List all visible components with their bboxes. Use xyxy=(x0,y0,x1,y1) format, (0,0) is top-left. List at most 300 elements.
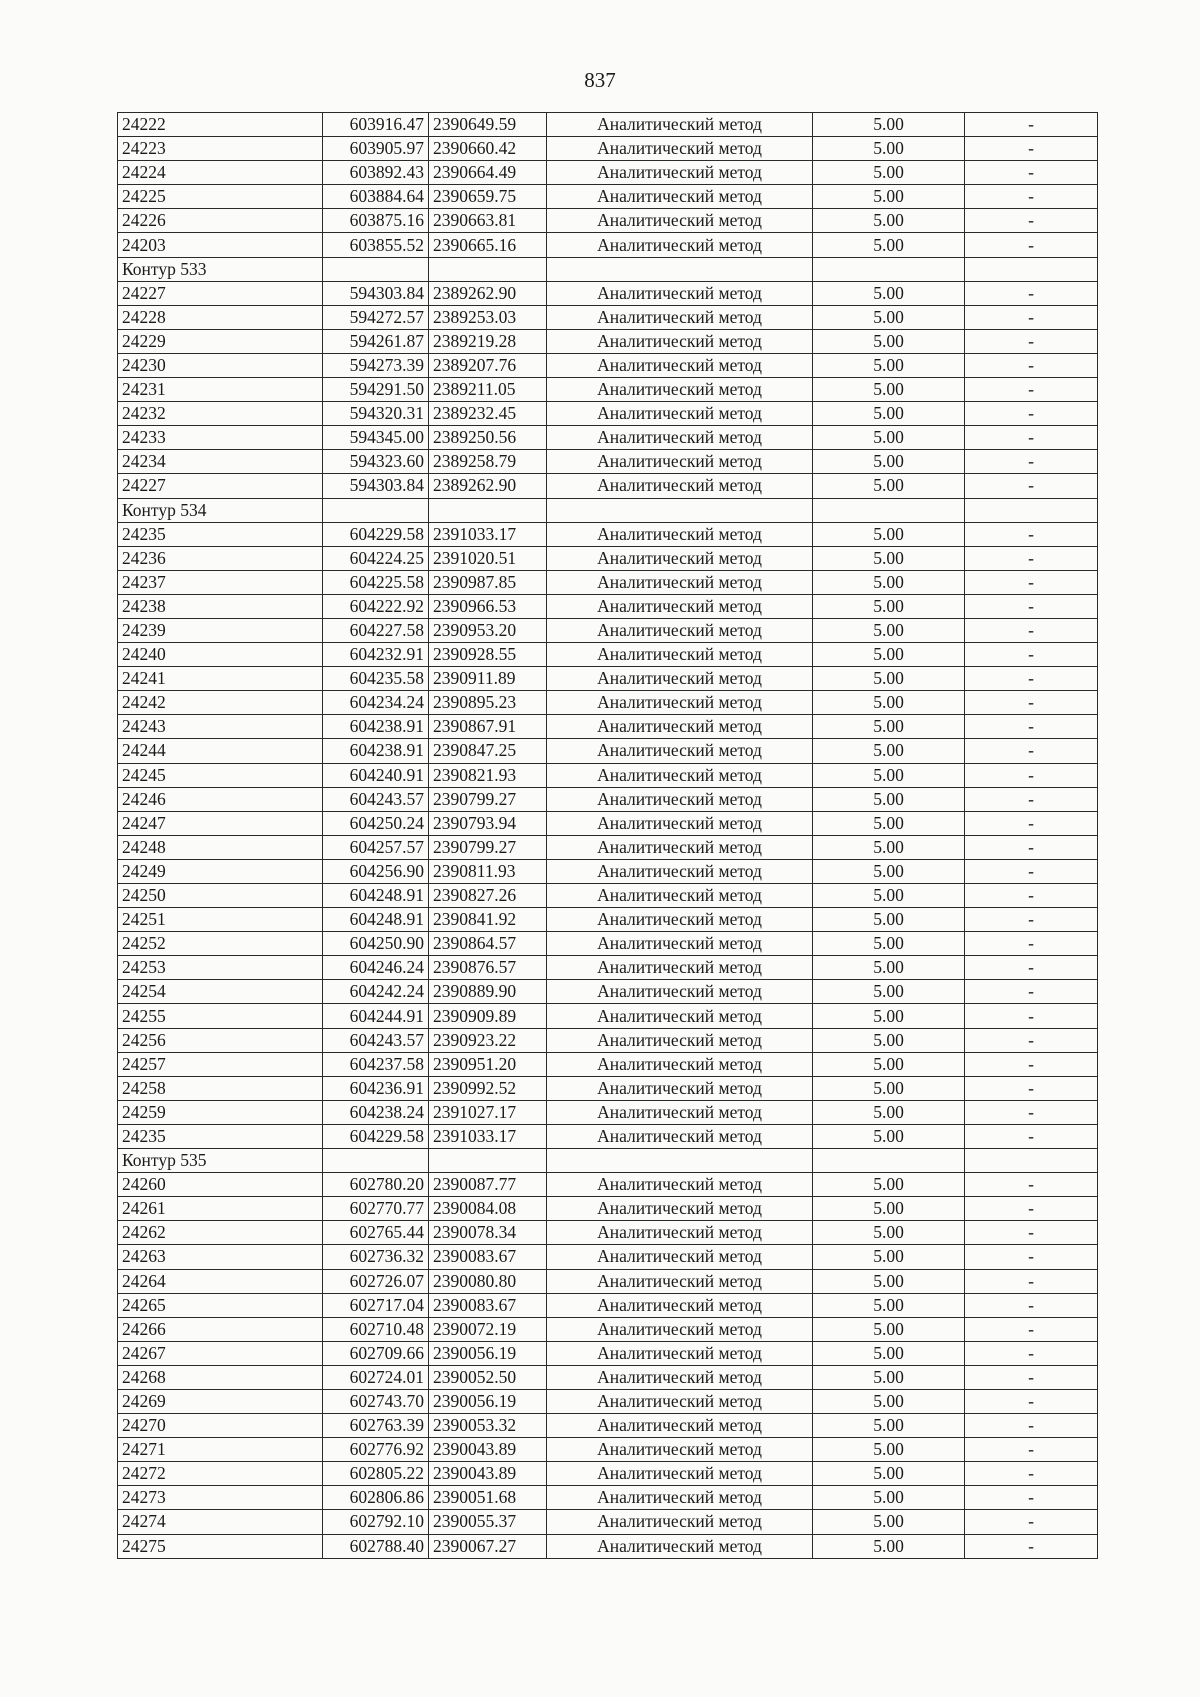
table-row xyxy=(118,932,1098,956)
precision-cell: 5.00 xyxy=(813,956,965,980)
method-cell: Аналитический метод xyxy=(547,1197,813,1221)
note-cell: - xyxy=(965,691,1098,715)
method-cell: Аналитический метод xyxy=(547,932,813,956)
precision-cell: 5.00 xyxy=(813,1486,965,1510)
y-coordinate-cell: 2390664.49 xyxy=(429,161,547,185)
x-coordinate-cell: 594303.84 xyxy=(323,281,429,305)
point-id-cell: 24236 xyxy=(118,546,323,570)
method-cell: Аналитический метод xyxy=(547,1004,813,1028)
method-cell: Аналитический метод xyxy=(547,113,813,137)
contour-header-row xyxy=(118,257,1098,281)
precision-cell: 5.00 xyxy=(813,1317,965,1341)
table-row xyxy=(118,1486,1098,1510)
method-cell: Аналитический метод xyxy=(547,1124,813,1148)
table-row xyxy=(118,1293,1098,1317)
method-cell: Аналитический метод xyxy=(547,956,813,980)
table-row xyxy=(118,594,1098,618)
precision-cell: 5.00 xyxy=(813,137,965,161)
method-cell: Аналитический метод xyxy=(547,715,813,739)
precision-cell: 5.00 xyxy=(813,618,965,642)
table-row xyxy=(118,113,1098,137)
note-cell: - xyxy=(965,281,1098,305)
table-row xyxy=(118,426,1098,450)
x-coordinate-cell: 602805.22 xyxy=(323,1462,429,1486)
y-coordinate-cell: 2390660.42 xyxy=(429,137,547,161)
table-row xyxy=(118,1124,1098,1148)
note-cell: - xyxy=(965,426,1098,450)
contour-label: Контур 534 xyxy=(118,498,323,522)
precision-cell: 5.00 xyxy=(813,1438,965,1462)
y-coordinate-cell: 2390827.26 xyxy=(429,884,547,908)
y-coordinate-cell: 2389262.90 xyxy=(429,474,547,498)
precision-cell: 5.00 xyxy=(813,859,965,883)
table-row xyxy=(118,546,1098,570)
note-cell: - xyxy=(965,1389,1098,1413)
note-cell: - xyxy=(965,787,1098,811)
method-cell: Аналитический метод xyxy=(547,1389,813,1413)
y-coordinate-cell: 2390043.89 xyxy=(429,1462,547,1486)
note-cell: - xyxy=(965,884,1098,908)
point-id-cell: 24228 xyxy=(118,305,323,329)
method-cell: Аналитический метод xyxy=(547,908,813,932)
point-id-cell: 24224 xyxy=(118,161,323,185)
x-coordinate-cell: 604250.90 xyxy=(323,932,429,956)
x-coordinate-cell: 603892.43 xyxy=(323,161,429,185)
point-id-cell: 24246 xyxy=(118,787,323,811)
y-coordinate-cell: 2390087.77 xyxy=(429,1173,547,1197)
table-row xyxy=(118,1438,1098,1462)
x-coordinate-cell: 602776.92 xyxy=(323,1438,429,1462)
empty-cell xyxy=(965,1149,1098,1173)
x-coordinate-cell: 604232.91 xyxy=(323,643,429,667)
method-cell: Аналитический метод xyxy=(547,1486,813,1510)
point-id-cell: 24273 xyxy=(118,1486,323,1510)
precision-cell: 5.00 xyxy=(813,209,965,233)
point-id-cell: 24252 xyxy=(118,932,323,956)
point-id-cell: 24272 xyxy=(118,1462,323,1486)
x-coordinate-cell: 604235.58 xyxy=(323,667,429,691)
method-cell: Аналитический метод xyxy=(547,353,813,377)
note-cell: - xyxy=(965,980,1098,1004)
point-id-cell: 24241 xyxy=(118,667,323,691)
point-id-cell: 24203 xyxy=(118,233,323,257)
point-id-cell: 24227 xyxy=(118,474,323,498)
method-cell: Аналитический метод xyxy=(547,137,813,161)
method-cell: Аналитический метод xyxy=(547,835,813,859)
point-id-cell: 24229 xyxy=(118,329,323,353)
method-cell: Аналитический метод xyxy=(547,1510,813,1534)
table-row xyxy=(118,1269,1098,1293)
table-row xyxy=(118,956,1098,980)
table-row xyxy=(118,1173,1098,1197)
precision-cell: 5.00 xyxy=(813,546,965,570)
note-cell: - xyxy=(965,161,1098,185)
x-coordinate-cell: 594291.50 xyxy=(323,378,429,402)
point-id-cell: 24267 xyxy=(118,1341,323,1365)
point-id-cell: 24244 xyxy=(118,739,323,763)
table-row xyxy=(118,787,1098,811)
note-cell: - xyxy=(965,739,1098,763)
x-coordinate-cell: 604257.57 xyxy=(323,835,429,859)
table-row xyxy=(118,643,1098,667)
method-cell: Аналитический метод xyxy=(547,811,813,835)
table-row xyxy=(118,1052,1098,1076)
x-coordinate-cell: 594273.39 xyxy=(323,353,429,377)
point-id-cell: 24227 xyxy=(118,281,323,305)
note-cell: - xyxy=(965,546,1098,570)
precision-cell: 5.00 xyxy=(813,113,965,137)
note-cell: - xyxy=(965,956,1098,980)
empty-cell xyxy=(429,1149,547,1173)
point-id-cell: 24260 xyxy=(118,1173,323,1197)
x-coordinate-cell: 604248.91 xyxy=(323,884,429,908)
x-coordinate-cell: 603905.97 xyxy=(323,137,429,161)
precision-cell: 5.00 xyxy=(813,715,965,739)
precision-cell: 5.00 xyxy=(813,884,965,908)
note-cell: - xyxy=(965,1052,1098,1076)
x-coordinate-cell: 604248.91 xyxy=(323,908,429,932)
table-row xyxy=(118,1462,1098,1486)
note-cell: - xyxy=(965,113,1098,137)
precision-cell: 5.00 xyxy=(813,1221,965,1245)
point-id-cell: 24232 xyxy=(118,402,323,426)
x-coordinate-cell: 604234.24 xyxy=(323,691,429,715)
point-id-cell: 24237 xyxy=(118,570,323,594)
precision-cell: 5.00 xyxy=(813,1004,965,1028)
y-coordinate-cell: 2390665.16 xyxy=(429,233,547,257)
point-id-cell: 24235 xyxy=(118,1124,323,1148)
precision-cell: 5.00 xyxy=(813,185,965,209)
point-id-cell: 24271 xyxy=(118,1438,323,1462)
y-coordinate-cell: 2390649.59 xyxy=(429,113,547,137)
y-coordinate-cell: 2390083.67 xyxy=(429,1293,547,1317)
note-cell: - xyxy=(965,1245,1098,1269)
point-id-cell: 24240 xyxy=(118,643,323,667)
empty-cell xyxy=(323,1149,429,1173)
y-coordinate-cell: 2390663.81 xyxy=(429,209,547,233)
precision-cell: 5.00 xyxy=(813,1365,965,1389)
x-coordinate-cell: 602792.10 xyxy=(323,1510,429,1534)
point-id-cell: 24269 xyxy=(118,1389,323,1413)
note-cell: - xyxy=(965,402,1098,426)
table-row xyxy=(118,618,1098,642)
table-row xyxy=(118,185,1098,209)
method-cell: Аналитический метод xyxy=(547,1100,813,1124)
x-coordinate-cell: 604225.58 xyxy=(323,570,429,594)
point-id-cell: 24251 xyxy=(118,908,323,932)
note-cell: - xyxy=(965,811,1098,835)
note-cell: - xyxy=(965,305,1098,329)
x-coordinate-cell: 602709.66 xyxy=(323,1341,429,1365)
contour-header-row xyxy=(118,1149,1098,1173)
y-coordinate-cell: 2391020.51 xyxy=(429,546,547,570)
point-id-cell: 24261 xyxy=(118,1197,323,1221)
table-row xyxy=(118,1534,1098,1558)
method-cell: Аналитический метод xyxy=(547,763,813,787)
empty-cell xyxy=(323,257,429,281)
method-cell: Аналитический метод xyxy=(547,691,813,715)
note-cell: - xyxy=(965,1269,1098,1293)
note-cell: - xyxy=(965,1173,1098,1197)
coordinates-table-body xyxy=(118,113,1098,1559)
point-id-cell: 24250 xyxy=(118,884,323,908)
coordinates-table xyxy=(117,112,1098,1559)
y-coordinate-cell: 2390067.27 xyxy=(429,1534,547,1558)
x-coordinate-cell: 602765.44 xyxy=(323,1221,429,1245)
x-coordinate-cell: 602770.77 xyxy=(323,1197,429,1221)
x-coordinate-cell: 602726.07 xyxy=(323,1269,429,1293)
point-id-cell: 24254 xyxy=(118,980,323,1004)
x-coordinate-cell: 604236.91 xyxy=(323,1076,429,1100)
point-id-cell: 24247 xyxy=(118,811,323,835)
method-cell: Аналитический метод xyxy=(547,667,813,691)
point-id-cell: 24245 xyxy=(118,763,323,787)
x-coordinate-cell: 594261.87 xyxy=(323,329,429,353)
table-row xyxy=(118,884,1098,908)
note-cell: - xyxy=(965,137,1098,161)
y-coordinate-cell: 2390987.85 xyxy=(429,570,547,594)
precision-cell: 5.00 xyxy=(813,691,965,715)
precision-cell: 5.00 xyxy=(813,474,965,498)
precision-cell: 5.00 xyxy=(813,908,965,932)
method-cell: Аналитический метод xyxy=(547,1173,813,1197)
method-cell: Аналитический метод xyxy=(547,450,813,474)
y-coordinate-cell: 2390043.89 xyxy=(429,1438,547,1462)
precision-cell: 5.00 xyxy=(813,1510,965,1534)
method-cell: Аналитический метод xyxy=(547,281,813,305)
x-coordinate-cell: 604238.24 xyxy=(323,1100,429,1124)
x-coordinate-cell: 594323.60 xyxy=(323,450,429,474)
note-cell: - xyxy=(965,1510,1098,1534)
method-cell: Аналитический метод xyxy=(547,1293,813,1317)
x-coordinate-cell: 604224.25 xyxy=(323,546,429,570)
note-cell: - xyxy=(965,570,1098,594)
y-coordinate-cell: 2389232.45 xyxy=(429,402,547,426)
method-cell: Аналитический метод xyxy=(547,739,813,763)
y-coordinate-cell: 2390992.52 xyxy=(429,1076,547,1100)
table-row xyxy=(118,137,1098,161)
precision-cell: 5.00 xyxy=(813,643,965,667)
table-row xyxy=(118,450,1098,474)
table-row xyxy=(118,1317,1098,1341)
precision-cell: 5.00 xyxy=(813,161,965,185)
empty-cell xyxy=(965,257,1098,281)
y-coordinate-cell: 2390951.20 xyxy=(429,1052,547,1076)
precision-cell: 5.00 xyxy=(813,1269,965,1293)
precision-cell: 5.00 xyxy=(813,1341,965,1365)
method-cell: Аналитический метод xyxy=(547,426,813,450)
empty-cell xyxy=(547,257,813,281)
method-cell: Аналитический метод xyxy=(547,1052,813,1076)
precision-cell: 5.00 xyxy=(813,1124,965,1148)
point-id-cell: 24238 xyxy=(118,594,323,618)
table-row xyxy=(118,233,1098,257)
precision-cell: 5.00 xyxy=(813,329,965,353)
point-id-cell: 24257 xyxy=(118,1052,323,1076)
precision-cell: 5.00 xyxy=(813,522,965,546)
note-cell: - xyxy=(965,450,1098,474)
table-row xyxy=(118,1004,1098,1028)
method-cell: Аналитический метод xyxy=(547,1365,813,1389)
y-coordinate-cell: 2390923.22 xyxy=(429,1028,547,1052)
y-coordinate-cell: 2390055.37 xyxy=(429,1510,547,1534)
y-coordinate-cell: 2389211.05 xyxy=(429,378,547,402)
precision-cell: 5.00 xyxy=(813,353,965,377)
table-row xyxy=(118,980,1098,1004)
y-coordinate-cell: 2389250.56 xyxy=(429,426,547,450)
y-coordinate-cell: 2390889.90 xyxy=(429,980,547,1004)
method-cell: Аналитический метод xyxy=(547,1269,813,1293)
point-id-cell: 24259 xyxy=(118,1100,323,1124)
table-row xyxy=(118,402,1098,426)
y-coordinate-cell: 2390072.19 xyxy=(429,1317,547,1341)
note-cell: - xyxy=(965,859,1098,883)
y-coordinate-cell: 2390083.67 xyxy=(429,1245,547,1269)
table-row xyxy=(118,305,1098,329)
precision-cell: 5.00 xyxy=(813,1197,965,1221)
precision-cell: 5.00 xyxy=(813,305,965,329)
point-id-cell: 24274 xyxy=(118,1510,323,1534)
y-coordinate-cell: 2390841.92 xyxy=(429,908,547,932)
precision-cell: 5.00 xyxy=(813,763,965,787)
point-id-cell: 24256 xyxy=(118,1028,323,1052)
method-cell: Аналитический метод xyxy=(547,522,813,546)
note-cell: - xyxy=(965,329,1098,353)
y-coordinate-cell: 2391033.17 xyxy=(429,522,547,546)
x-coordinate-cell: 602763.39 xyxy=(323,1414,429,1438)
y-coordinate-cell: 2389219.28 xyxy=(429,329,547,353)
x-coordinate-cell: 602788.40 xyxy=(323,1534,429,1558)
x-coordinate-cell: 604244.91 xyxy=(323,1004,429,1028)
point-id-cell: 24230 xyxy=(118,353,323,377)
x-coordinate-cell: 602806.86 xyxy=(323,1486,429,1510)
precision-cell: 5.00 xyxy=(813,1028,965,1052)
point-id-cell: 24234 xyxy=(118,450,323,474)
point-id-cell: 24225 xyxy=(118,185,323,209)
precision-cell: 5.00 xyxy=(813,980,965,1004)
precision-cell: 5.00 xyxy=(813,1245,965,1269)
method-cell: Аналитический метод xyxy=(547,161,813,185)
x-coordinate-cell: 594272.57 xyxy=(323,305,429,329)
note-cell: - xyxy=(965,209,1098,233)
method-cell: Аналитический метод xyxy=(547,1317,813,1341)
y-coordinate-cell: 2390909.89 xyxy=(429,1004,547,1028)
x-coordinate-cell: 604237.58 xyxy=(323,1052,429,1076)
table-row xyxy=(118,161,1098,185)
note-cell: - xyxy=(965,474,1098,498)
y-coordinate-cell: 2390821.93 xyxy=(429,763,547,787)
y-coordinate-cell: 2390911.89 xyxy=(429,667,547,691)
method-cell: Аналитический метод xyxy=(547,859,813,883)
method-cell: Аналитический метод xyxy=(547,233,813,257)
table-row xyxy=(118,1365,1098,1389)
x-coordinate-cell: 603875.16 xyxy=(323,209,429,233)
table-row xyxy=(118,1414,1098,1438)
point-id-cell: 24242 xyxy=(118,691,323,715)
precision-cell: 5.00 xyxy=(813,570,965,594)
precision-cell: 5.00 xyxy=(813,450,965,474)
table-row xyxy=(118,1197,1098,1221)
table-row xyxy=(118,739,1098,763)
method-cell: Аналитический метод xyxy=(547,1221,813,1245)
precision-cell: 5.00 xyxy=(813,1389,965,1413)
table-row xyxy=(118,353,1098,377)
precision-cell: 5.00 xyxy=(813,1173,965,1197)
note-cell: - xyxy=(965,1317,1098,1341)
y-coordinate-cell: 2389253.03 xyxy=(429,305,547,329)
point-id-cell: 24265 xyxy=(118,1293,323,1317)
method-cell: Аналитический метод xyxy=(547,884,813,908)
y-coordinate-cell: 2390799.27 xyxy=(429,787,547,811)
contour-label: Контур 533 xyxy=(118,257,323,281)
y-coordinate-cell: 2390056.19 xyxy=(429,1341,547,1365)
precision-cell: 5.00 xyxy=(813,835,965,859)
x-coordinate-cell: 603855.52 xyxy=(323,233,429,257)
method-cell: Аналитический метод xyxy=(547,209,813,233)
table-row xyxy=(118,835,1098,859)
note-cell: - xyxy=(965,1028,1098,1052)
empty-cell xyxy=(965,498,1098,522)
precision-cell: 5.00 xyxy=(813,1100,965,1124)
point-id-cell: 24222 xyxy=(118,113,323,137)
x-coordinate-cell: 594320.31 xyxy=(323,402,429,426)
table-row xyxy=(118,1341,1098,1365)
method-cell: Аналитический метод xyxy=(547,618,813,642)
x-coordinate-cell: 604238.91 xyxy=(323,739,429,763)
precision-cell: 5.00 xyxy=(813,932,965,956)
point-id-cell: 24226 xyxy=(118,209,323,233)
x-coordinate-cell: 604243.57 xyxy=(323,787,429,811)
point-id-cell: 24249 xyxy=(118,859,323,883)
method-cell: Аналитический метод xyxy=(547,402,813,426)
note-cell: - xyxy=(965,667,1098,691)
table-row xyxy=(118,1510,1098,1534)
empty-cell xyxy=(813,1149,965,1173)
point-id-cell: 24263 xyxy=(118,1245,323,1269)
x-coordinate-cell: 604250.24 xyxy=(323,811,429,835)
x-coordinate-cell: 604227.58 xyxy=(323,618,429,642)
y-coordinate-cell: 2389262.90 xyxy=(429,281,547,305)
empty-cell xyxy=(547,1149,813,1173)
note-cell: - xyxy=(965,1341,1098,1365)
point-id-cell: 24275 xyxy=(118,1534,323,1558)
precision-cell: 5.00 xyxy=(813,787,965,811)
precision-cell: 5.00 xyxy=(813,402,965,426)
note-cell: - xyxy=(965,1365,1098,1389)
point-id-cell: 24239 xyxy=(118,618,323,642)
note-cell: - xyxy=(965,185,1098,209)
empty-cell xyxy=(323,498,429,522)
note-cell: - xyxy=(965,715,1098,739)
table-row xyxy=(118,474,1098,498)
y-coordinate-cell: 2391033.17 xyxy=(429,1124,547,1148)
precision-cell: 5.00 xyxy=(813,426,965,450)
x-coordinate-cell: 604242.24 xyxy=(323,980,429,1004)
precision-cell: 5.00 xyxy=(813,233,965,257)
note-cell: - xyxy=(965,1004,1098,1028)
table-row xyxy=(118,281,1098,305)
point-id-cell: 24270 xyxy=(118,1414,323,1438)
table-row xyxy=(118,908,1098,932)
contour-label: Контур 535 xyxy=(118,1149,323,1173)
point-id-cell: 24235 xyxy=(118,522,323,546)
note-cell: - xyxy=(965,1486,1098,1510)
y-coordinate-cell: 2390966.53 xyxy=(429,594,547,618)
method-cell: Аналитический метод xyxy=(547,1245,813,1269)
method-cell: Аналитический метод xyxy=(547,329,813,353)
point-id-cell: 24223 xyxy=(118,137,323,161)
note-cell: - xyxy=(965,233,1098,257)
